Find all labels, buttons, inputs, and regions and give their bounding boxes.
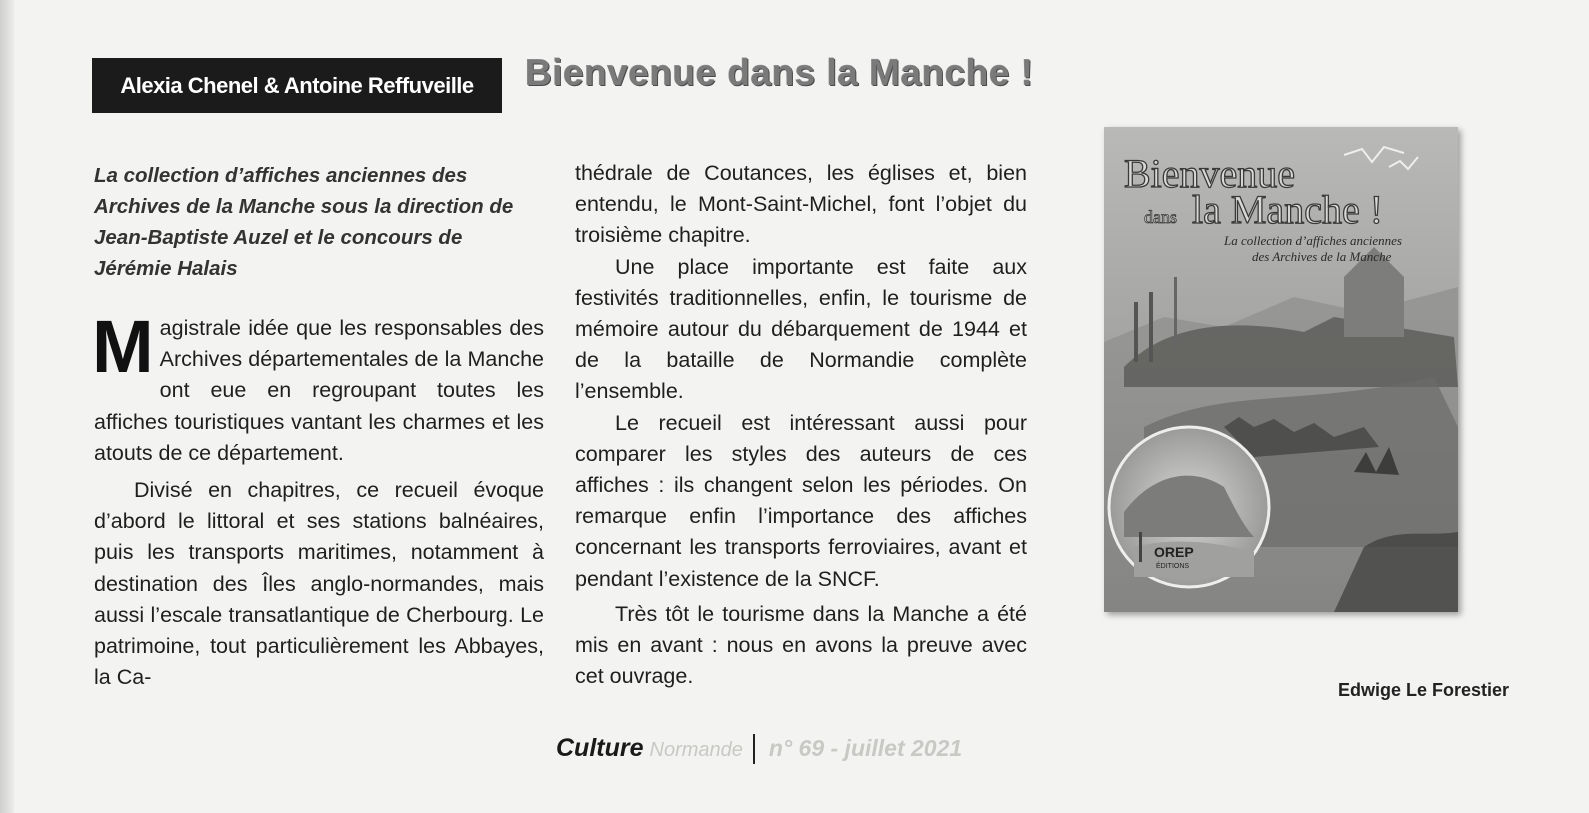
paragraph-2: Divisé en chapitres, ce recueil évoque d’abord le littoral et ses stations balnéaires, puis les transports maritimes, notamment à destination des Îles anglo-normandes, mais aussi l’escale transatlantique de Cherbourg. Le patrimoine, tout particulièrement les Abbayes, la Ca- xyxy=(94,478,544,690)
footer-issue: n° 69 - juillet 2021 xyxy=(768,735,963,761)
cover-subtitle-2: des Archives de la Manche xyxy=(1252,249,1392,264)
authors-banner xyxy=(92,58,502,113)
cover-publisher-sub: ÉDITIONS xyxy=(1156,563,1190,570)
cover-subtitle-1: La collection d’affiches anciennes xyxy=(1224,233,1402,248)
footer-separator xyxy=(753,734,755,764)
paragraph-4: Le recueil est intéressant aussi pour comparer les styles des auteurs de ces affiches : ils changent selon les périodes. On remarque enfin l’importance des affiches concernant les transports ferroviaires, avant et pendant l’existence de la SNCF. xyxy=(575,410,1027,591)
text-column-1 xyxy=(92,305,544,693)
cover-publisher: OREP xyxy=(1154,544,1194,560)
cover-title-small: dans xyxy=(1144,207,1177,227)
article-lede: La collection d’affiches anciennes des Archives de la Manche sous la direction de Jean-Baptiste Auzel et le concours de Jérémie Halais xyxy=(94,164,514,280)
cover-title-line-2: la Manche ! xyxy=(1192,187,1384,232)
book-cover-image xyxy=(1104,127,1458,612)
reviewer-byline: Edwige Le Forestier xyxy=(1337,680,1509,700)
paragraph-5: Très tôt le tourisme dans la Manche a été mis en avant : nous en avons la preuve avec cet ouvrage. xyxy=(575,601,1027,689)
cover-title-line-1: Bienvenue xyxy=(1124,151,1296,196)
authors-text: Alexia Chenel & Antoine Reffuveille xyxy=(120,73,474,98)
page-footer xyxy=(556,728,962,768)
paragraph-3: Une place importante est faite aux festivités traditionnelles, enfin, le tourisme de mémoire autour du débarquement de 1944 et de la bataille de Normandie complète l’ensemble. xyxy=(575,254,1027,404)
article-title: Bienvenue dans la Manche ! xyxy=(525,52,1034,93)
paragraph-1-text: agistrale idée que les responsables des Archives départementales de la Manche ont eue en regroupant toutes les affiches touristiques vantant les charmes et les atouts de ce département. xyxy=(94,316,544,465)
drop-cap: M xyxy=(92,305,154,388)
footer-magazine-subname: Normande xyxy=(649,739,743,761)
footer-magazine-name: Culture xyxy=(556,734,644,762)
text-column-2 xyxy=(575,158,1027,692)
paragraph-2-continued: thédrale de Coutances, les églises et, bien entendu, le Mont-Saint-Michel, font l’objet du troisième chapitre. xyxy=(575,161,1027,248)
page-gutter xyxy=(0,0,14,813)
paragraph-1 xyxy=(92,305,544,469)
